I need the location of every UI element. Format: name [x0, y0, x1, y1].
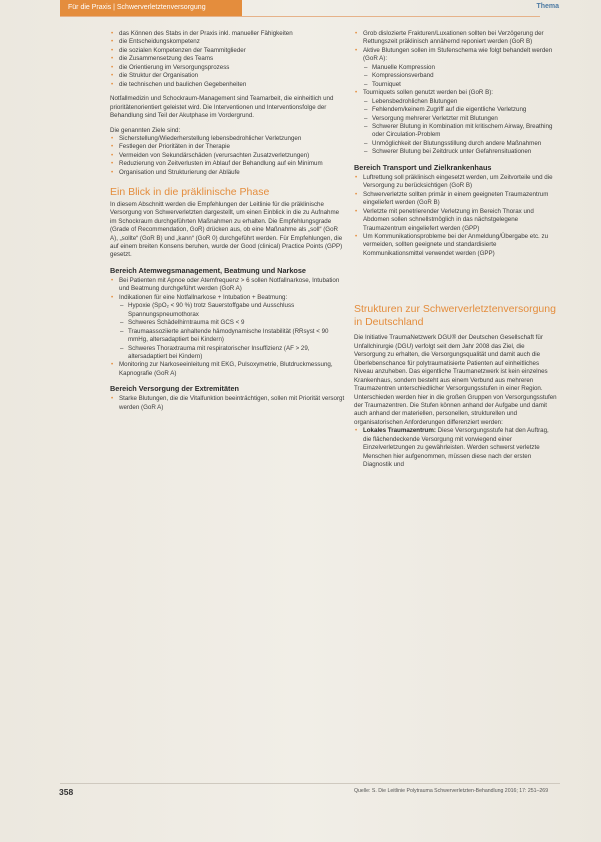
list-item: • die sozialen Kompetenzen der Teammitglieder	[110, 47, 347, 55]
tourniquet-sublist	[363, 98, 557, 157]
list-item	[354, 89, 557, 157]
fracture-bullet-list	[354, 30, 557, 157]
list-item: • Um Kommunikationsprobleme bei der Anmeldung/Übergabe etc. zu vermeiden, sollten geeignete und standardisierte Kommunikationsmittel verwendet werden (GPP)	[354, 233, 557, 258]
list-item: • die Orientierung im Versorgungsprozess	[110, 64, 347, 72]
section-header-tab	[60, 0, 242, 16]
sub-list-item: – Fehlendem/keinem Zugriff auf die eigentliche Verletzung	[363, 106, 557, 114]
transport-bullet-list	[354, 174, 557, 259]
list-item: • Organisation und Strukturierung der Abläufe	[110, 169, 347, 177]
sub-list-item: – Unmöglichkeit der Blutungsstillung durch andere Maßnahmen	[363, 140, 557, 148]
section-heading-structures: Strukturen zur Schwerverletztenversorgung in Deutschland	[354, 303, 556, 328]
sub-list-item: – Hypoxie (SpO₂ < 90 %) trotz Sauerstoffgabe und Ausschluss Spannungspneumothorax	[119, 302, 347, 319]
paragraph-structures: Die Initiative TraumaNetzwerk DGU® der Deutschen Gesellschaft für Unfallchirurgie (DGU) verfolgt seit dem Jahr 2008 das Ziel, die Versorgung zu erhalten, die Versorgungsqualität und damit auch die Überlebenschance für polytraumatisierte Patienten auf einheitliches Niveau anzuheben. Das eigentliche Traumanetzwerk ist kein einzelnes Krankenhaus, sondern besteht aus einem Verbund aus mehreren Traumazentren unterschiedlicher Versorgungsstufen in einer Region. Unterschieden werden hier in die großen Gruppen von Versorgungsstufen der Traumazentren. Die Stufen können anhand der Aufgabe und damit auch anhand der materiellen, personellen, strukturellen und organisatorischen Anforderungen differenziert werden:	[354, 334, 557, 426]
list-item: • die technischen und baulichen Gegebenheiten	[110, 81, 347, 89]
bleeding-step-sublist	[363, 64, 557, 89]
right-column	[354, 30, 557, 470]
airway-indication-sublist	[119, 302, 347, 361]
extremities-bullet-list	[110, 395, 347, 412]
goals-bullet-list	[110, 135, 347, 177]
paragraph-preclinical: In diesem Abschnitt werden die Empfehlungen der Leitlinie für die präklinische Versorgung von Schwerverletzten dargestellt, um einen Einblick in die zu Aufnahme im Schockraum durchgeführten Maßnahmen zu erhalten. Die Empfehlungsgrade (Grade of Recommendation, GoR) drücken aus, ob eine Maßnahme als „soll“ (GoR A), „sollte“ (GoR B) und „kann“ (GoR 0) durchgeführt werden. Für Empfehlungen, die auf einem breiten Konsens beruhen, wurde der Good (clinical) Practice Points (GPP) gesetzt.	[110, 200, 343, 259]
intro-bullet-list	[110, 30, 347, 89]
spacer	[354, 258, 557, 294]
footer-citation: Quelle: S. Die Leitlinie Polytrauma Schwerverletzten-Behandlung 2016; 17: 251–269	[354, 788, 549, 794]
list-item: • Sicherstellung/Wiederherstellung lebensbedrohlicher Verletzungen	[110, 135, 347, 143]
sub-list-item: – Schweres Schädelhirntrauma mit GCS < 9	[119, 319, 347, 327]
list-item-text: Diese Versorgungsstufe hat den Auftrag, die flächendeckende Versorgung mit vorwiegend einer Einzelverletzungen zu gewährleisten. Werden schwerst verletzte Menschen hier aufgenommen, müssen diese nach der ersten Diagnostik und	[363, 427, 549, 469]
sub-list-item: – Tourniquet	[363, 81, 557, 89]
list-item-text: Aktive Blutungen sollen im Stufenschema wie folgt behandelt werden (GoR A):	[363, 46, 553, 63]
paragraph-goals-intro: Die genannten Ziele sind:	[110, 126, 181, 134]
list-item-lead: Lokales Traumazentrum:	[363, 427, 436, 435]
list-item: • Reduzierung von Zeitverlusten im Ablauf der Behandlung auf ein Minimum	[110, 160, 347, 168]
structures-bullet-list	[354, 427, 557, 469]
sub-list-item: – Schwerer Blutung in Kombination mit kritischem Airway, Breathing oder Circulation-Problem	[363, 123, 557, 140]
sub-list-item: – Lebensbedrohlichen Blutungen	[363, 98, 557, 106]
list-item: • Luftrettung soll präklinisch eingesetzt werden, um Zeitvorteile und die Versorgung zu berücksichtigen (GoR B)	[354, 174, 557, 191]
sub-list-item: – Kompressionsverband	[363, 72, 557, 80]
section-heading-preclinical: Ein Blick in die präklinische Phase	[110, 186, 270, 199]
sub-list-item: – Versorgung mehrerer Verletzter mit Blutungen	[363, 115, 557, 123]
list-item: • die Struktur der Organisation	[110, 72, 347, 80]
list-item: • Schwerverletzte sollten primär in einem geeigneten Traumazentrum eingeliefert werden (GoR B)	[354, 191, 557, 208]
list-item: • die Zusammensetzung des Teams	[110, 55, 347, 63]
list-item	[354, 427, 557, 469]
footer-rule	[60, 783, 560, 784]
list-item: • die Entscheidungskompetenz	[110, 38, 347, 46]
section-label: Für die Praxis | Schwerverletztenversorgung	[68, 4, 206, 11]
left-column	[110, 30, 347, 412]
subheading-extremities: Bereich Versorgung der Extremitäten	[110, 384, 239, 394]
list-item: • Monitoring zur Narkoseeinleitung mit EKG, Pulsoxymetrie, Blutdruckmessung, Kapnografie (GoR A)	[110, 361, 347, 378]
topic-marker: Thema	[536, 3, 559, 10]
header-rule	[60, 16, 540, 17]
list-item-text: Indikationen für eine Notfallnarkose + Intubation + Beatmung:	[119, 293, 288, 301]
list-item	[354, 47, 557, 89]
sub-list-item: – Schweres Thoraxtrauma mit respiratorischer Insuffizienz (AF > 29, altersadaptiert bei Kindern)	[119, 345, 347, 362]
sub-list-item: – Traumaassoziierte anhaltende hämodynamische Instabilität (RRsyst < 90 mmHg, altersadaptiert bei Kindern)	[119, 328, 347, 345]
list-item: • Vermeiden von Sekundärschäden (verursachten Zusatzverletzungen)	[110, 152, 347, 160]
airway-bullet-list	[110, 277, 347, 378]
list-item: • Starke Blutungen, die die Vitalfunktion beeinträchtigen, sollen mit Priorität versorgt werden (GoR A)	[110, 395, 347, 412]
list-item: • Verletzte mit penetrierender Verletzung im Bereich Thorax und Abdomen sollen schnellstmöglich in das nächstgelegene Traumazentrum eingeliefert werden (GPP)	[354, 208, 557, 233]
subheading-transport: Bereich Transport und Zielkrankenhaus	[354, 162, 492, 172]
list-item: • Grob dislozierte Frakturen/Luxationen sollten bei Verzögerung der Rettungszeit präklinisch annähernd reponiert werden (GoR B)	[354, 30, 557, 47]
list-item-text: Tourniquets sollen genutzt werden bei (GoR B):	[363, 89, 494, 97]
sub-list-item: – Manuelle Kompression	[363, 64, 557, 72]
paragraph-teamwork: Notfallmedizin und Schockraum-Management sind Teamarbeit, die einheitlich und prioritätenorientiert geleistet wird. Die Interventionen und Interventionsfolge der Behandlung sind Teil der Akutphase im Vordergrund.	[110, 95, 334, 120]
page-number: 358	[59, 787, 74, 797]
list-item	[110, 294, 347, 362]
list-item: • Bei Patienten mit Apnoe oder Atemfrequenz > 6 sollen Notfallnarkose, Intubation und Beatmung durchgeführt werden (GoR A)	[110, 277, 347, 294]
sub-list-item: – Schwerer Blutung bei Zeitdruck unter Gefahrensituationen	[363, 148, 557, 156]
list-item: • das Können des Stabs in der Praxis inkl. manueller Fähigkeiten	[110, 30, 347, 38]
list-item: • Festlegen der Prioritäten in der Therapie	[110, 143, 347, 151]
subheading-airway: Bereich Atemwegsmanagement, Beatmung und Narkose	[110, 265, 306, 275]
